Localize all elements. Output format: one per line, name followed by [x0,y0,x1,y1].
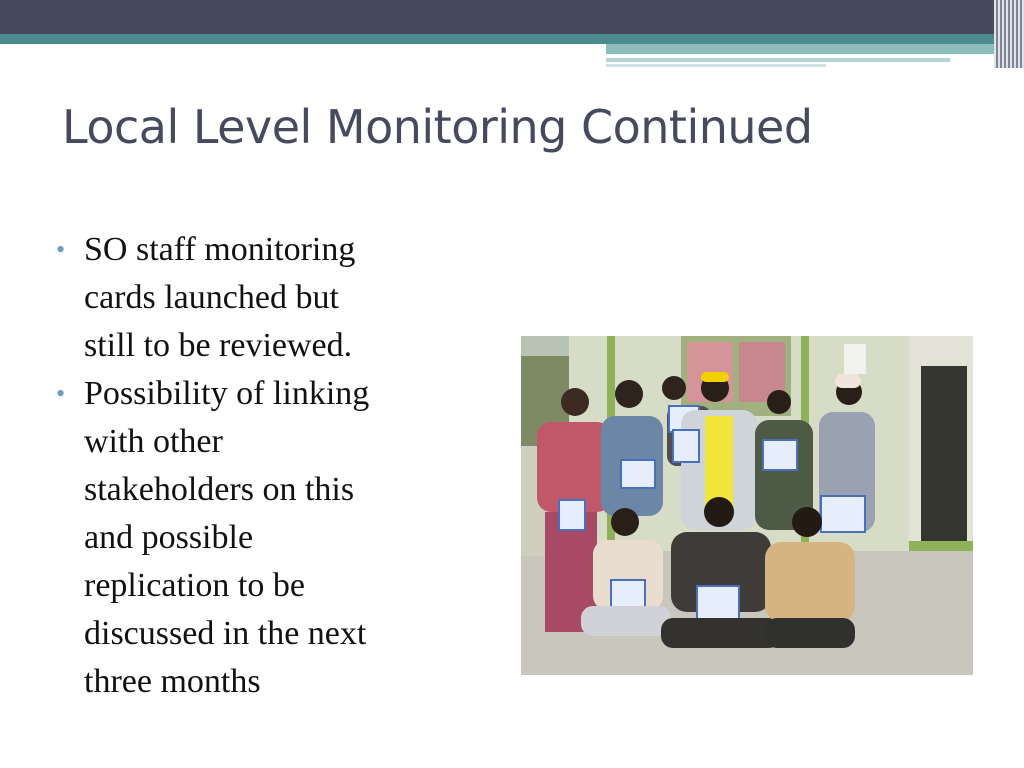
bullet-line: replication to be [84,567,305,604]
group-photo [521,336,973,675]
bullet-line: and possible [84,519,254,556]
bullet-dot-icon: • [56,235,66,264]
bullet-line: with other [84,423,223,460]
header-bar-teal [0,34,1024,44]
bullet-item [56,370,476,706]
bullet-line: discussed in the next [84,615,367,652]
bullet-line: Possibility of linking [84,375,370,412]
header-accent-line [606,58,950,62]
header-bar-dark [0,0,1024,34]
bullet-line: still to be reviewed. [84,327,353,364]
slide-title: Local Level Monitoring Continued [62,100,813,154]
bullet-line: cards launched but [84,279,339,316]
group-photo-illustration [521,336,973,675]
header-stripes [994,0,1024,68]
bullet-item [56,226,476,370]
bullet-list [56,226,476,706]
header-accent-band [606,44,1024,54]
bullet-line: SO staff monitoring [84,231,356,268]
bullet-line: three months [84,663,261,700]
header-accent-line-thin [606,64,826,67]
bullet-line: stakeholders on this [84,471,355,508]
bullet-dot-icon: • [56,379,66,408]
